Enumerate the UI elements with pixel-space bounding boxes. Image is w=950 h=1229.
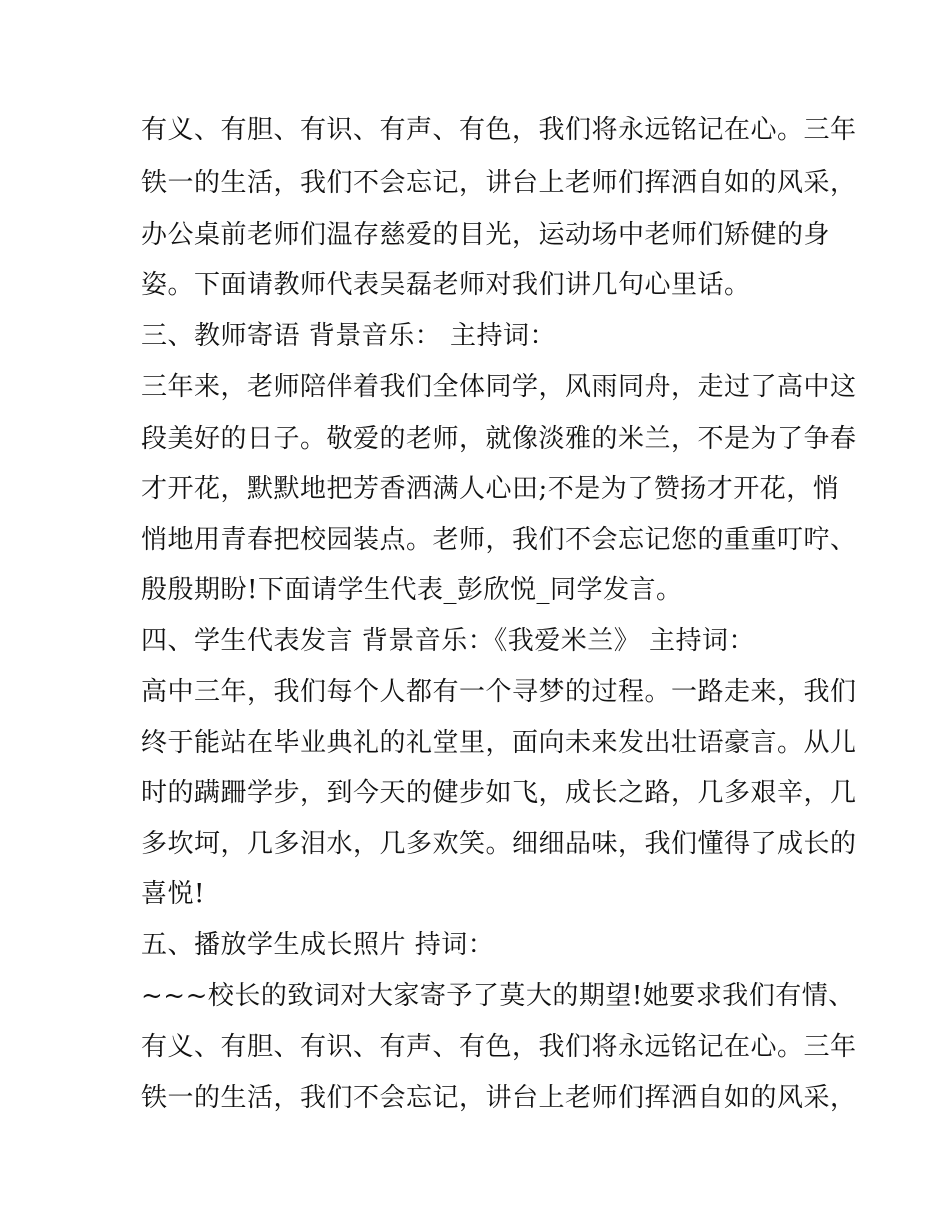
text-line: 多坎坷，几多泪水，几多欢笑。细细品味，我们懂得了成长的 xyxy=(141,829,857,859)
text-line: 才开花，默默地把芳香洒满人心田;不是为了赞扬才开花，悄 xyxy=(141,474,840,504)
text-line: ~~~校长的致词对大家寄予了莫大的期望!她要求我们有情、 xyxy=(141,981,855,1011)
text-line: 有义、有胆、有识、有声、有色，我们将永远铭记在心。三年 xyxy=(141,115,857,145)
text-line: 殷殷期盼!下面请学生代表_彭欣悦_同学发言。 xyxy=(141,575,683,605)
text-line: 三年来，老师陪伴着我们全体同学，风雨同舟，走过了高中这 xyxy=(141,372,857,402)
text-line: 悄地用青春把校园装点。老师，我们不会忘记您的重重叮咛、 xyxy=(141,525,857,555)
text-line: 时的蹒跚学步，到今天的健步如飞，成长之路，几多艰辛，几 xyxy=(141,778,857,808)
text-line: 姿。下面请教师代表吴磊老师对我们讲几句心里话。 xyxy=(141,270,751,300)
text-line: 办公桌前老师们温存慈爱的目光，运动场中老师们矫健的身 xyxy=(141,220,831,250)
text-line: 终于能站在毕业典礼的礼堂里，面向未来发出壮语豪言。从儿 xyxy=(141,728,857,758)
text-line: 段美好的日子。敬爱的老师，就像淡雅的米兰，不是为了争春 xyxy=(141,424,857,454)
text-line: 铁一的生活，我们不会忘记，讲台上老师们挥洒自如的风采， xyxy=(141,168,857,198)
text-line: 喜悦! xyxy=(141,879,205,909)
section-heading: 三、教师寄语 背景音乐： 主持词： xyxy=(141,321,557,351)
text-line: 高中三年，我们每个人都有一个寻梦的过程。一路走来，我们 xyxy=(141,677,857,707)
text-line: 有义、有胆、有识、有声、有色，我们将永远铭记在心。三年 xyxy=(141,1032,857,1062)
text-line: 铁一的生活，我们不会忘记，讲台上老师们挥洒自如的风采， xyxy=(141,1083,857,1113)
section-heading: 五、播放学生成长照片 持词： xyxy=(141,930,495,960)
section-heading: 四、学生代表发言 背景音乐：《我爱米兰》 主持词： xyxy=(141,626,756,656)
